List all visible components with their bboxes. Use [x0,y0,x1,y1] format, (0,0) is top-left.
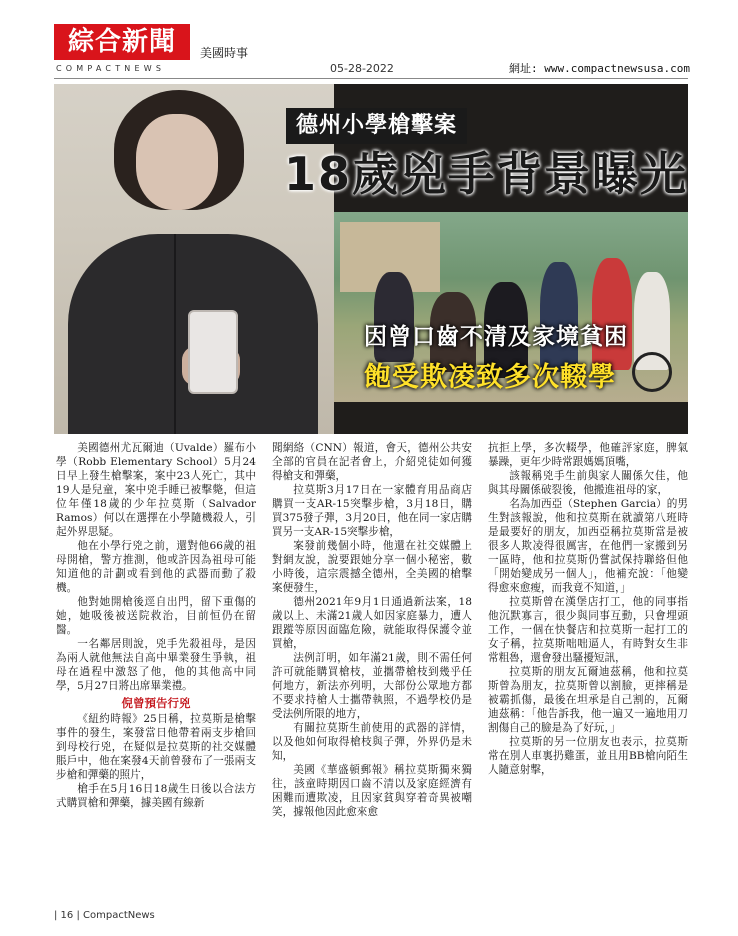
article-column-3 [488,441,688,901]
article-paragraph: 槍手在5月16日18歲生日後以合法方式購買槍和彈藥，據美國有線新 [56,783,256,809]
article-paragraph: 他在小學行兇之前，還對他66歲的祖母開槍，警方推測，他或許因為祖母可能知道他的計劃或看到他的武器而動了殺機。 [56,540,256,594]
hero-photo-block [54,84,688,434]
main-headline: 18歲兇手背景曝光 [284,147,688,201]
article-paragraph: 法例訂明，如年滿21歲，則不需任何許可就能購買槍枝，並攜帶槍枝到幾乎任何地方，新法亦列明，大部份公眾地方都不要求持槍人士攜帶執照，不過學校仍是受法例所限的地方， [272,652,472,720]
article-column-1 [56,441,256,901]
website-url: 網址: www.compactnewsusa.com [509,62,690,75]
photo-face-shape [136,114,218,210]
article-paragraph: 拉莫斯的另一位朋友也表示，拉莫斯常在別人車裏扔雞蛋，並且用BB槍向陌生人隨意射擊， [488,736,688,776]
article-paragraph: 有關拉莫斯生前使用的武器的詳情，以及他如何取得槍枝與子彈，外界仍是未知， [272,722,472,762]
publication-logo: 綜合新聞 [54,24,190,60]
masthead-divider [54,78,688,79]
article-paragraph: 拉莫斯3月17日在一家體育用品商店購買一支AR-15突擊步槍，3月18日，購買375發子彈，3月20日，他在同一家店購買另一支AR-15突擊步槍， [272,484,472,538]
article-paragraph: 案發前幾個小時，他還在社交媒體上對網友說，說要跟她分享一個小秘密，數小時後，這宗震撼全德州，全美國的槍擊案便發生， [272,540,472,594]
article-column-2 [272,441,472,901]
article-paragraph: 名為加西亞（Stephen Garcia）的男生對該報說，他和拉莫斯在就讀第八班時是最要好的朋友，加西亞稱拉莫斯當是被很多人欺凌得很厲害，在他們一家搬到另一區時，他和拉莫斯仍嘗試保持聯絡但他「開始變成另一個人」，他補充說：「他變得愈來愈瘦，而我竟不知道，」 [488,498,688,594]
article-paragraph: 他對她開槍後逕自出門，留下重傷的她，她吸後被送院救治，目前恒仍在留醫。 [56,596,256,636]
article-paragraph: 拉莫斯曾在漢堡店打工，他的同事指他沉默寡言，很少與同事互動，只會埋頭工作，一個在快餐店和拉莫斯一起打工的女子稱，拉莫斯咄咄逼人，有時對女生非常粗魯，還會發出騷擾短訊， [488,596,688,664]
masthead [54,24,690,80]
article-paragraph: 該報稱兇手生前與家人關係欠佳，他與其母關係破裂後，他搬進祖母的家， [488,470,688,496]
article-paragraph: 美國德州尤瓦爾迪（Uvalde）羅布小學（Robb Elementary School）5月24日早上發生槍擊案，案中23人死亡，其中19人是兒童，案中兇手睡已被擊斃，但這位年僅18歲的少年拉莫斯（Salvador Ramos）何以在選擇在小學隨機殺人，引起外界思疑。 [56,442,256,538]
photo-phone-shape [188,310,238,394]
article-paragraph: 美國《華盛頓郵報》稱拉莫斯獨來獨往，該童時期因口齒不清以及家庭經濟有困難而遭欺凌，且因家貧與穿着奇異被嘲笑，據報他因此愈來愈 [272,764,472,818]
subheadline-secondary: 飽受欺凌致多次輟學 [364,362,616,393]
subheadline-primary: 因曾口齒不清及家境貧困 [364,324,628,350]
headline-kicker: 德州小學槍擊案 [286,108,467,144]
article-subheading: 倪曾預告行兇 [121,696,191,710]
article-paragraph: 抗拒上學，多次輟學，他確評家庭，脾氣暴躁，更年少時常跟媽媽頂嘴， [488,442,688,468]
article-paragraph: 拉莫斯的朋友瓦爾迪茲稱，他和拉莫斯曾為朋友，拉莫斯曾以割臉，更摔稱是被霸抓傷，最後在坦承是自己割的，瓦爾迪茲稱：「他告訴我，他一遍又一遍地用刀割傷自己的臉是為了好玩，」 [488,666,688,734]
page-folio: | 16 | CompactNews [54,910,155,921]
article-paragraph: 《紐約時報》25日稱，拉莫斯是槍擊事件的發生，案發當日他帶着兩支步槍回到母校行兇，在疑似是拉莫斯的社交媒體賬戶中，他在案發4天前曾發布了一張兩支步槍和彈藥的照片， [56,713,256,781]
publication-logo-subtitle: COMPACTNEWS [56,64,166,73]
article-paragraph: 聞網絡（CNN）報道，會天，德州公共安全部的官員在記者會上，介紹兇徒如何獲得槍支和彈藥， [272,442,472,482]
article-body [56,441,688,901]
issue-date: 05-28-2022 [330,62,394,75]
article-paragraph: 一名鄰居則說，兇手先殺祖母，是因為兩人就他無法自高中畢業發生爭執，祖母在過程中激怒了他，他的其他高中同學，5月27日將出席畢業禮。 [56,638,256,692]
section-label: 美國時事 [200,46,249,60]
scene-person-shape [540,262,578,372]
photo-zipper-shape [174,234,176,434]
bicycle-wheel-shape [632,352,672,392]
article-paragraph: 德州2021年9月1日通過新法案，18歲以上、未滿21歲人如因家庭暴力，遭人跟蹤等原因面臨危險，就能取得保護令並買槍， [272,596,472,650]
